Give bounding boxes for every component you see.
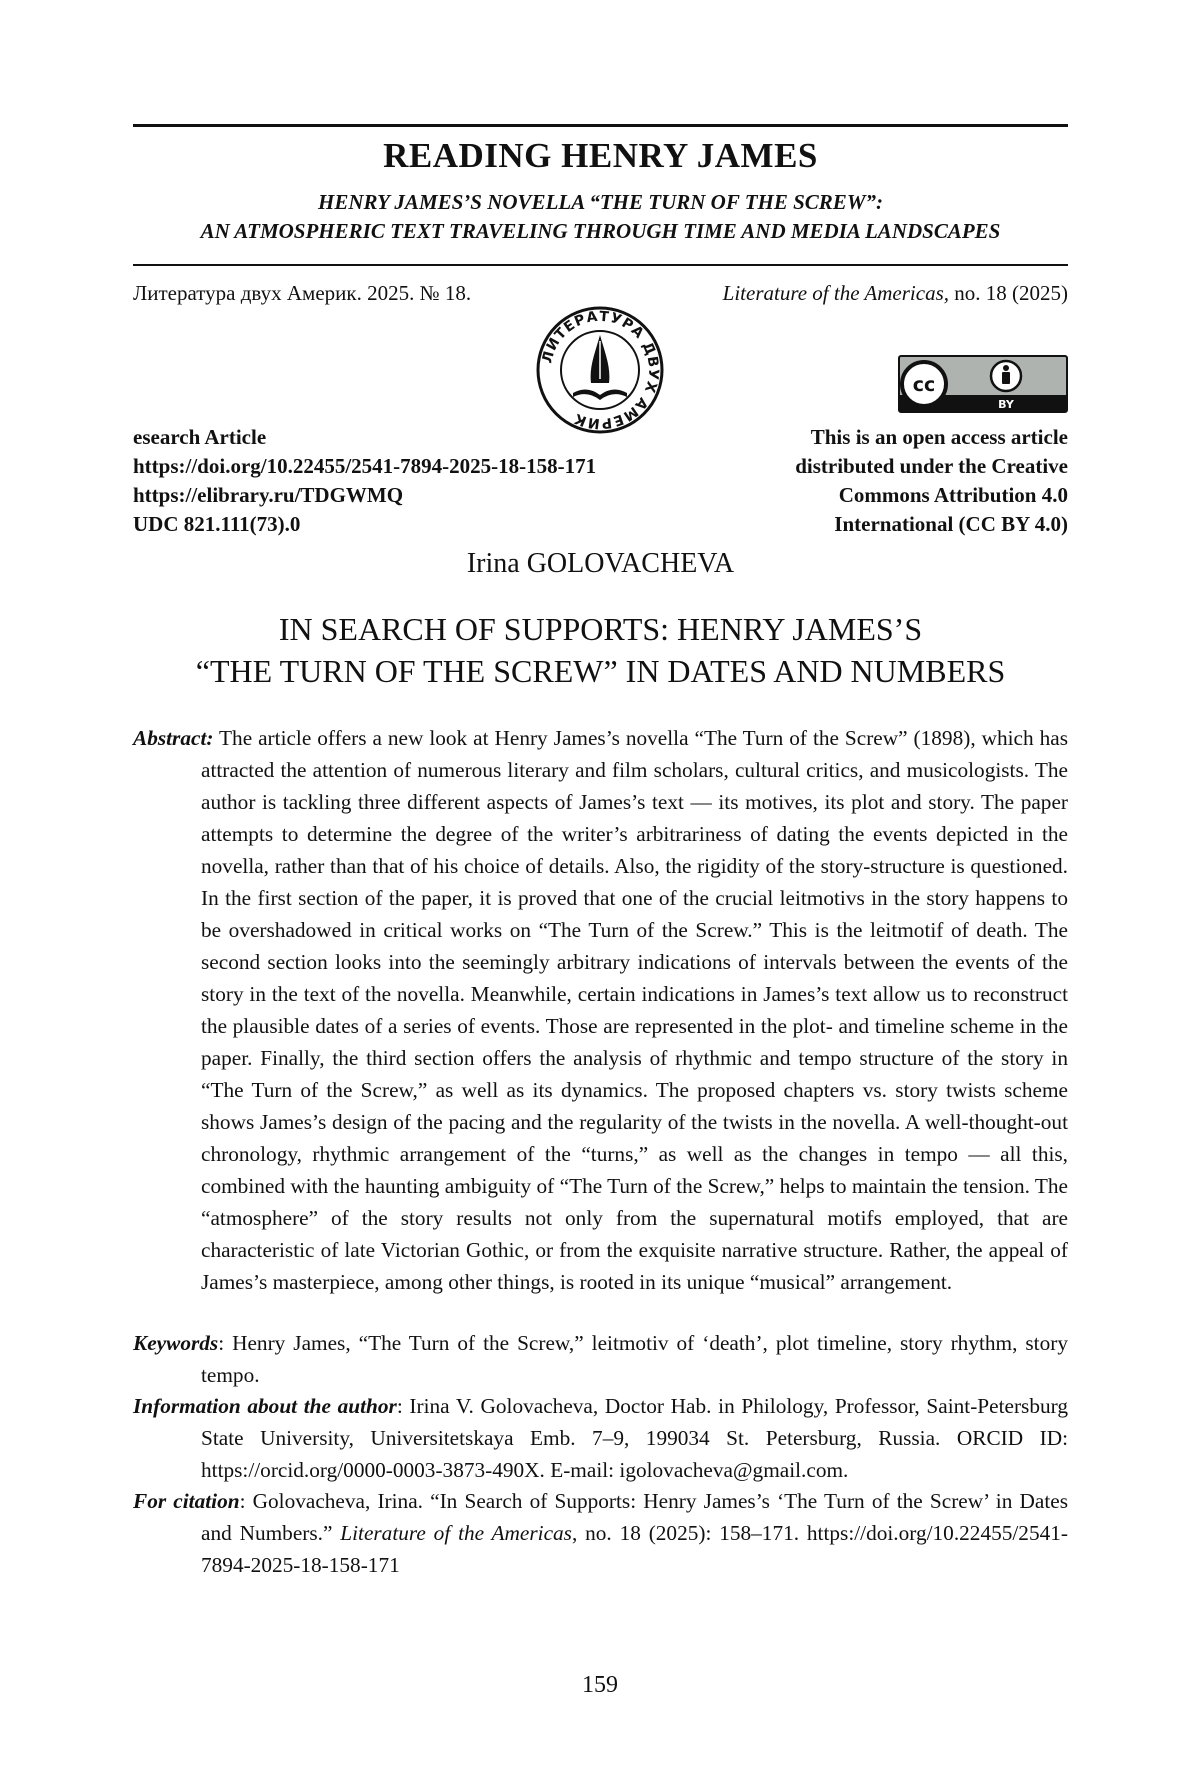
cc-label: cc — [912, 374, 936, 396]
license-line-2: distributed under the Creative — [795, 454, 1068, 478]
license-line-1: This is an open access article — [810, 425, 1068, 449]
subtitle-line-2: AN ATMOSPHERIC TEXT TRAVELING THROUGH TIME AND MEDIA LANDSCAPES — [200, 219, 1001, 243]
keywords — [133, 1327, 1068, 1391]
keywords-text: : Henry James, “The Turn of the Screw,” leitmotiv of ‘death’, plot timeline, story rhythm, story tempo. — [201, 1331, 1068, 1387]
journal-ref-en — [723, 281, 1068, 306]
citation-text-2: , no. 18 (2025): 158–171. https://doi.org/10.22455/2541-7894-2025-18-158-171 — [201, 1521, 1068, 1577]
keywords-label: Keywords — [133, 1331, 219, 1355]
subtitle-line-1: HENRY JAMES’S NOVELLA “THE TURN OF THE SCREW”: — [318, 190, 883, 214]
journal-seal-icon — [535, 305, 665, 435]
elibrary-link[interactable]: https://elibrary.ru/TDGWMQ — [133, 483, 404, 507]
article-metadata — [133, 423, 596, 539]
by-label: BY — [998, 398, 1014, 411]
abstract — [133, 722, 1068, 1298]
citation — [133, 1485, 1068, 1581]
section-subtitle — [133, 188, 1068, 246]
title-line-2: “THE TURN OF THE SCREW” IN DATES AND NUMBERS — [195, 653, 1006, 689]
udc-code: UDC 821.111(73).0 — [133, 512, 301, 536]
citation-label: For citation — [133, 1489, 240, 1513]
header-rule — [133, 264, 1068, 266]
page-number: 159 — [582, 1672, 618, 1698]
abstract-text: The article offers a new look at Henry James’s novella “The Turn of the Screw” (1898), which has attracted the attention of numerous literary and film scholars, cultural critics, and musicologists. The author is tackling three different aspects of James’s text — its motives, its plot and story. The paper attempts to determine the degree of the writer’s arbitrariness of dating the events depicted in the novella, rather than that of his choice of details. Also, the rigidity of the story-structure is questioned. In the first section of the paper, it is proved that one of the crucial leitmotivs in the story happens to be overshadowed in critical works on “The Turn of the Screw.” This is the leitmotif of death. The second section looks into the seemingly arbitrary indications of intervals between the events of the story in the text of the novella. Meanwhile, certain indications in James’s text allow us to reconstruct the plausible dates of a series of events. Those are represented in the plot- and timeline scheme in the paper. Finally, the third section offers the analysis of rhythmic and tempo structure of the story in “The Turn of the Screw,” as well as its dynamics. The proposed chapters vs. story twists scheme shows James’s design of the pacing and the regularity of the twists in the novella. A well-thought-out chronology, rhythmic arrangement of the “turns,” as well as the changes in tempo — all this, combined with the haunting ambiguity of “The Turn of the Screw,” helps to maintain the tension. The “atmosphere” of the story results not only from the supernatural motifs employed, that are characteristic of late Victorian Gothic, or from the exquisite narrative structure. Rather, the appeal of James’s masterpiece, among other things, is rooted in its unique “musical” arrangement. — [201, 726, 1068, 1294]
license-line-4: International (CC BY 4.0) — [834, 512, 1068, 536]
cc-by-icon — [898, 355, 1068, 413]
license-line-3: Commons Attribution 4.0 — [838, 483, 1068, 507]
title-line-1: IN SEARCH OF SUPPORTS: HENRY JAMES’S — [278, 611, 923, 647]
author-info — [133, 1390, 1068, 1486]
author-info-label: Information about the author — [133, 1394, 397, 1418]
doi-link[interactable]: https://doi.org/10.22455/2541-7894-2025-18-158-171 — [133, 454, 597, 478]
top-rule — [133, 124, 1068, 127]
article-title — [133, 608, 1068, 692]
logo-ring-text: ЛИТЕРАТУРА ДВУХ АМЕРИК — [539, 308, 662, 432]
license-notice — [795, 423, 1068, 539]
article-type: esearch Article — [133, 425, 267, 449]
citation-journal: Literature of the Americas — [340, 1521, 572, 1545]
author-name: Irina GOLOVACHEVA — [466, 548, 735, 579]
journal-title-en: Literature of the Americas, — [722, 281, 949, 305]
author-info-text: : Irina V. Golovacheva, Doctor Hab. in Philology, Professor, Saint-Petersburg State University, Universitetskaya Emb. 7–9, 199034 St. Petersburg, Russia. ORCID ID: https://orcid.org/0000-0003-3873-490X. E-mail: igolovacheva@gmail.com. — [201, 1394, 1068, 1482]
journal-issue-en: no. 18 (2025) — [949, 281, 1068, 305]
section-title: READING HENRY JAMES — [383, 136, 818, 175]
abstract-label: Abstract: — [133, 726, 214, 750]
citation-text-1: : Golovacheva, Irina. “In Search of Supports: Henry James’s ‘The Turn of the Screw’ in Dates and Numbers.” — [201, 1489, 1068, 1545]
journal-ref-ru: Литература двух Америк. 2025. № 18. — [133, 281, 472, 305]
